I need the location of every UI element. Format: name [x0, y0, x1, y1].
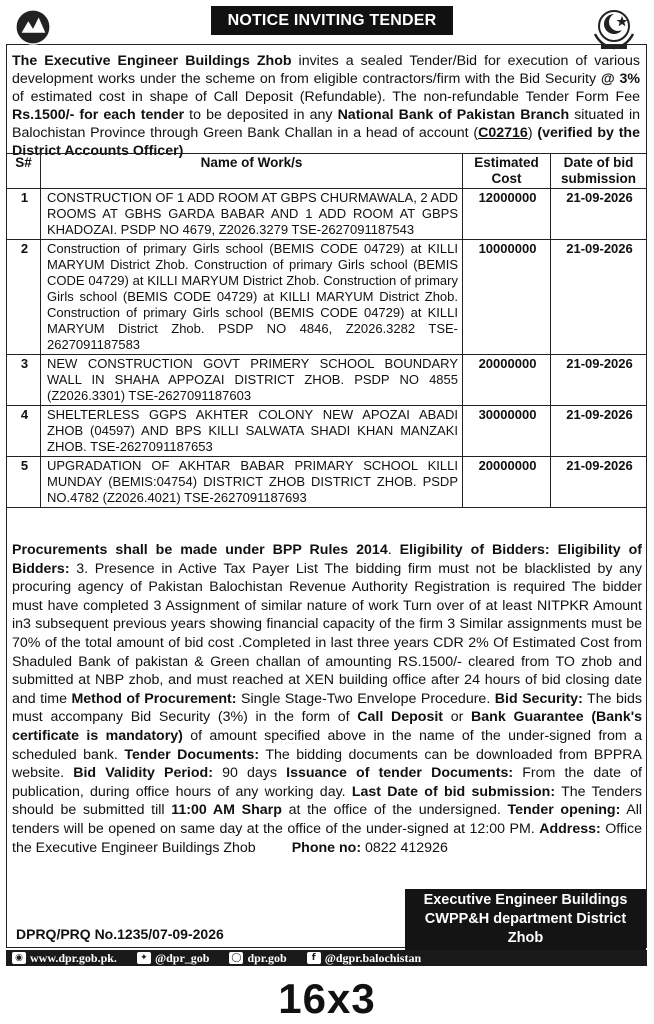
cond-text: . [387, 542, 400, 558]
tender-documents-heading: Tender Documents: [124, 746, 260, 763]
header-sn: S# [7, 154, 41, 189]
footer-website[interactable] [12, 951, 117, 966]
instagram-icon: ◯ [231, 953, 242, 963]
dprq-number: DPRQ/PRQ No.1235/07-09-2026 [16, 926, 224, 942]
row-date: 21-09-2026 [551, 240, 647, 355]
row-work-name: CONSTRUCTION OF 1 ADD ROOM AT GBPS CHURMAWALA, 2 ADD ROOMS AT GBHS GARDA BABAR AND 1 ADD ROOM AT GBPS KHADOZAI. PSDP NO 4679, Z2026.3279 TSE-2627091187543 [41, 189, 463, 240]
facebook-icon: f [307, 952, 321, 964]
facebook-handle[interactable]: @dgpr.balochistan [324, 950, 422, 965]
office-signature-box [405, 889, 646, 950]
table-row [7, 457, 647, 508]
row-sn: 2 [7, 240, 41, 355]
government-emblem-icon [589, 6, 639, 52]
cond-text: at the office of the undersigned. [281, 802, 508, 819]
row-sn: 5 [7, 457, 41, 508]
opening-heading: Tender opening: [507, 802, 621, 819]
intro-text-1: invites a sealed Tender/Bid for execution of various development works under the scheme on from eligible contractors/firm with the Bid Security [12, 53, 640, 87]
row-work-name: UPGRADATION OF AKHTAR BABAR PRIMARY SCHOOL KILLI MUNDAY (BEMIS:04754) DISTRICT ZHOB DISTRICT ZHOB. PSDP NO.4782 (Z2026.4021) TSE-2627091187693 [41, 457, 463, 508]
row-date: 21-09-2026 [551, 457, 647, 508]
bid-security-text: The bids must accompany Bid Security (3%) in the form of [12, 690, 643, 726]
footer-instagram[interactable] [229, 951, 286, 966]
row-sn: 1 [7, 189, 41, 240]
validity-heading: Bid Validity Period: [73, 765, 213, 782]
conditions-paragraph [12, 541, 642, 857]
ad-size-label: 16x3 [278, 975, 376, 1022]
phone-label: Phone no: [291, 839, 362, 856]
instagram-handle[interactable]: dpr.gob [247, 950, 287, 965]
notice-title: NOTICE INVITING TENDER [211, 6, 453, 35]
eligibility-text: 3. Presence in Active Tax Payer List The bidding firm must not be blacklisted by any procuring agency of Pakistan Balochistan Revenue Authority Registration is required The bidder must have completed 3 Assignment of similar nature of work Turn over of at least NITPKR Amount in3 subsequent previous years showing financial capacity of the firm 3 Similar assignments must be 70% of the total amount of bid cost .Completed in last three years CDR 2% Of Estimated Cost from Shaduled Bank of pakistan & Green challan of amounting RS.1500/- cleared from TO zhob and submitted at NBP zhob, and must reached at XEN building office after 24 hours of bid closing date and time [12, 560, 642, 707]
row-cost: 20000000 [463, 355, 551, 406]
dpr-logo-icon [14, 8, 52, 46]
row-work-name: NEW CONSTRUCTION GOVT PRIMERY SCHOOL BOUNDARY WALL IN SHAHA APPOZAI DISTRICT ZHOB. PSDP NO 4855 (Z2026.3301) TSE-2627091187603 [41, 355, 463, 406]
intro-text-4: situated in Balochistan Province through Green Bank Challan in a head of account ( [12, 107, 640, 141]
issuance-heading: Issuance of tender Documents: [286, 765, 514, 782]
last-date-heading: Last Date of bid submission: [351, 783, 556, 800]
address-text: Office the Executive Engineer Buildings Zhob [12, 820, 642, 856]
header-date: Date of bid submission [551, 154, 647, 189]
header-cost: Estimated Cost [463, 154, 551, 189]
works-table [6, 153, 647, 508]
header-name: Name of Work/s [41, 154, 463, 189]
row-cost: 30000000 [463, 406, 551, 457]
row-cost: 20000000 [463, 457, 551, 508]
validity-text: 90 days [212, 765, 287, 782]
call-deposit: Call Deposit [357, 709, 444, 726]
phone-number: 0822 412926 [361, 839, 448, 856]
row-date: 21-09-2026 [551, 189, 647, 240]
tender-documents-text: The bidding documents can be downloaded from BPPRA website. [12, 746, 642, 782]
eligibility-heading: Eligibility of Bidders: Eligibility of Bidders: [12, 542, 642, 577]
row-work-name: SHELTERLESS GGPS AKHTER COLONY NEW APOZAI ABADI ZHOB (04597) AND BPS KILLI SALWATA SHADI KHAN MANZAKI ZHOB. TSE-2627091187653 [41, 406, 463, 457]
issuance-text: From the date of publication, during office hours of any working day. [12, 765, 642, 800]
table-row [7, 189, 647, 240]
account-code: C02716 [478, 125, 528, 141]
office-line-2: CWPP&H department District [424, 911, 627, 927]
row-sn: 4 [7, 406, 41, 457]
intro-text-2: of estimated cost in shape of Call Deposit (Refundable). The non-refundable Tender Form Fee [12, 89, 640, 105]
footer-social-bar [6, 950, 647, 966]
tender-fee: Rs.1500/- for each tender [12, 107, 185, 123]
table-row [7, 406, 647, 457]
table-header-row [7, 154, 647, 189]
intro-text-5: ) [527, 125, 538, 141]
footer-facebook[interactable] [307, 951, 421, 966]
table-row [7, 355, 647, 406]
bank-guarantee: Bank Guarantee (Bank's certificate is mandatory) [12, 709, 642, 744]
office-line-3: Zhob [507, 930, 544, 946]
row-sn: 3 [7, 355, 41, 406]
intro-text-3: to be deposited in any [184, 107, 338, 123]
verification-note: (verified by the District Accounts Officer) [12, 125, 640, 159]
website-link[interactable]: www.dpr.gob.pk. [30, 950, 117, 965]
method-heading: Method of Procurement: [71, 690, 237, 707]
row-date: 21-09-2026 [551, 406, 647, 457]
submission-time: 11:00 AM Sharp [171, 802, 282, 819]
cond-text: or [443, 709, 472, 726]
footer-twitter[interactable] [137, 951, 210, 966]
method-text: Single Stage-Two Envelope Procedure. [236, 690, 495, 707]
issuer: The Executive Engineer Buildings Zhob [12, 53, 292, 69]
row-date: 21-09-2026 [551, 355, 647, 406]
row-cost: 10000000 [463, 240, 551, 355]
bank-name: National Bank of Pakistan Branch [337, 107, 570, 123]
row-cost: 12000000 [463, 189, 551, 240]
twitter-icon: ✦ [137, 952, 151, 964]
globe-icon: ◉ [12, 952, 26, 964]
bid-security-heading: Bid Security: [494, 690, 583, 707]
procurement-rules: Procurements shall be made under BPP Rules 2014 [12, 542, 388, 558]
intro-paragraph [12, 52, 640, 160]
cond-text: of amount specified above in the name of the under-signed from a scheduled bank. [12, 727, 642, 763]
bid-security-rate: @ 3% [600, 71, 640, 87]
last-date-text: The Tenders should be submitted till [12, 783, 642, 819]
opening-text: All tenders will be opened on same day at the office of the under-signed at 12:00 PM. [12, 802, 642, 837]
row-work-name: Construction of primary Girls school (BEMIS CODE 04729) at KILLI MARYUM District Zhob. Construction of primary Girls school (BEMIS CODE 04729) at KILLI MARYUM District Zhob. Construction of primary Girls school (BEMIS CODE 04729) at KILLI MARYUM District Zhob. Construction of primary Girls school (BEMIS CODE 04729) at KILLI MARYUM District Zhob. PSDP NO 4846, Z2026.3282 TSE-2627091187583 [41, 240, 463, 355]
office-line-1: Executive Engineer Buildings [423, 892, 628, 908]
table-row [7, 240, 647, 355]
twitter-handle[interactable]: @dpr_gob [154, 950, 210, 965]
address-heading: Address: [539, 820, 601, 837]
